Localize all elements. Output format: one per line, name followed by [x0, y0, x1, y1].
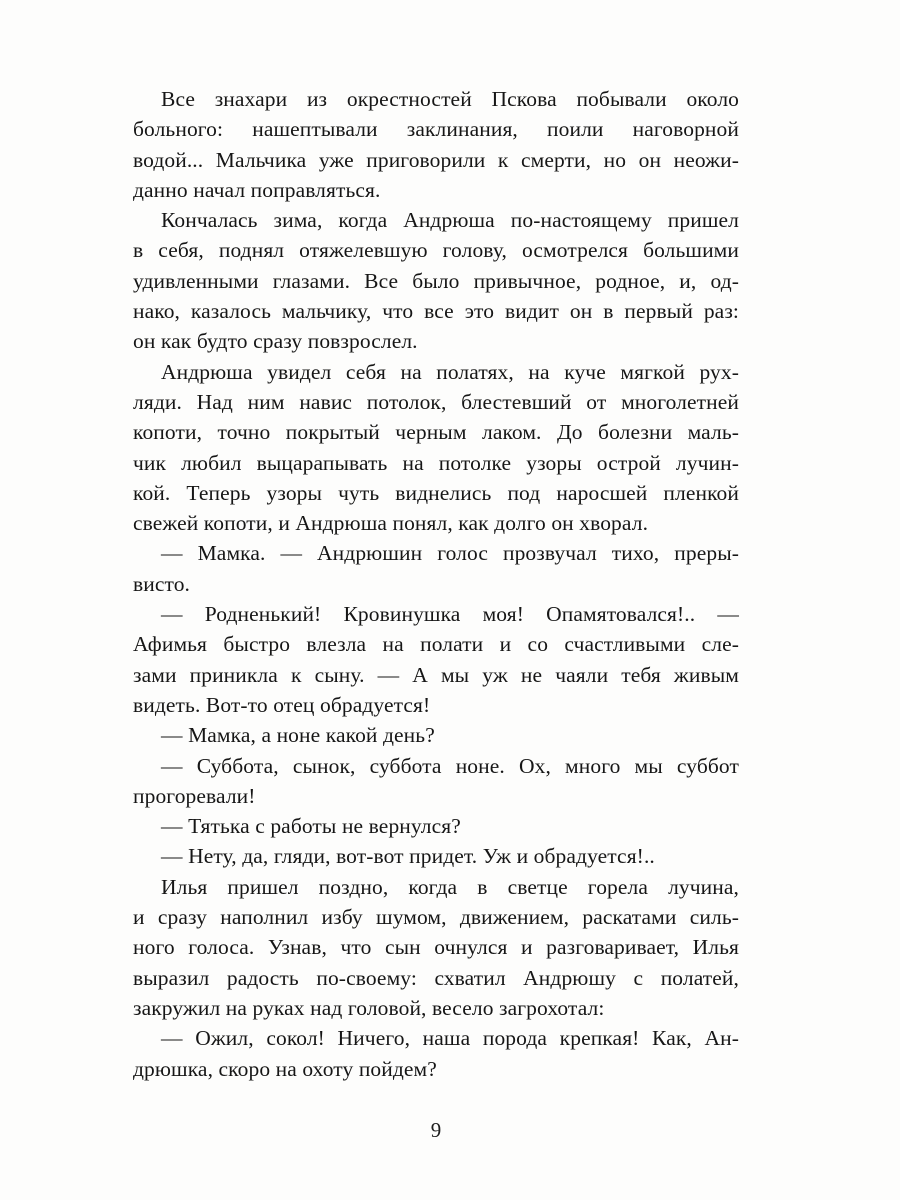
text-line: — Мамка. — Андрюшин голос прозвучал тихо, преры- — [161, 541, 739, 566]
text-line: свежей копоти, и Андрюша понял, как долго он хворал. — [133, 511, 649, 536]
text-line: кой. Теперь узоры чуть виднелись под наросшей пленкой — [133, 480, 739, 505]
text-line: дрюшка, скоро на охоту пойдем? — [133, 1056, 437, 1081]
text-line: выразил радость по-своему: схватил Андрюшу с полатей, — [133, 965, 739, 990]
text-line: он как будто сразу повзрослел. — [133, 329, 418, 354]
text-line: Андрюша увидел себя на полатях, на куче мягкой рух- — [161, 359, 739, 384]
text-line: закружил на руках над головой, весело загрохотал: — [133, 995, 605, 1020]
text-line: видеть. Вот-то отец обрадуется! — [133, 692, 431, 717]
text-line: данно начал поправляться. — [133, 177, 381, 202]
text-line: — Родненький! Кровинушка моя! Опамятовался!.. — — [161, 602, 739, 627]
text-line: Кончалась зима, когда Андрюша по-настоящему пришел — [161, 208, 739, 233]
text-line: водой... Мальчика уже приговорили к смерти, но он неожи- — [133, 147, 739, 172]
text-line: зами приникла к сыну. — А мы уж не чаяли тебя живым — [133, 662, 739, 687]
page-number: 9 — [430, 1118, 442, 1142]
text-line: чик любил выцарапывать на потолке узоры острой лучин- — [133, 450, 739, 475]
text-line: — Нету, да, гляди, вот-вот придет. Уж и обрадуется!.. — [161, 844, 655, 869]
text-line: и сразу наполнил избу шумом, движением, раскатами силь- — [133, 905, 739, 930]
text-line: ного голоса. Узнав, что сын очнулся и разговаривает, Илья — [133, 935, 739, 960]
text-line: Афимья быстро влезла на полати и со счастливыми сле- — [133, 632, 739, 657]
text-line: прогоревали! — [133, 783, 256, 808]
text-line: больного: нашептывали заклинания, поили наговорной — [133, 117, 739, 142]
text-line: копоти, точно покрытый черным лаком. До болезни маль- — [133, 420, 739, 445]
text-line: нако, казалось мальчику, что все это видит он в первый раз: — [133, 299, 739, 324]
text-line: — Суббота, сынок, суббота ноне. Ох, много мы суббот — [161, 753, 739, 778]
text-line: — Ожил, сокол! Ничего, наша порода крепкая! Как, Ан- — [161, 1026, 739, 1051]
text-line: — Мамка, а ноне какой день? — [161, 723, 435, 748]
text-line: удивленными глазами. Все было привычное, родное, и, од- — [133, 268, 739, 293]
text-line: Все знахари из окрестностей Пскова побывали около — [161, 87, 739, 111]
text-line: висто. — [133, 571, 191, 596]
body-text — [133, 84, 739, 1084]
text-line: в себя, поднял отяжелевшую голову, осмотрелся большими — [133, 238, 739, 263]
text-line: — Тятька с работы не вернулся? — [161, 814, 461, 839]
text-line: ляди. Над ним навис потолок, блестевший от многолетней — [133, 389, 739, 414]
text-line: Илья пришел поздно, когда в светце горела лучина, — [161, 874, 739, 899]
